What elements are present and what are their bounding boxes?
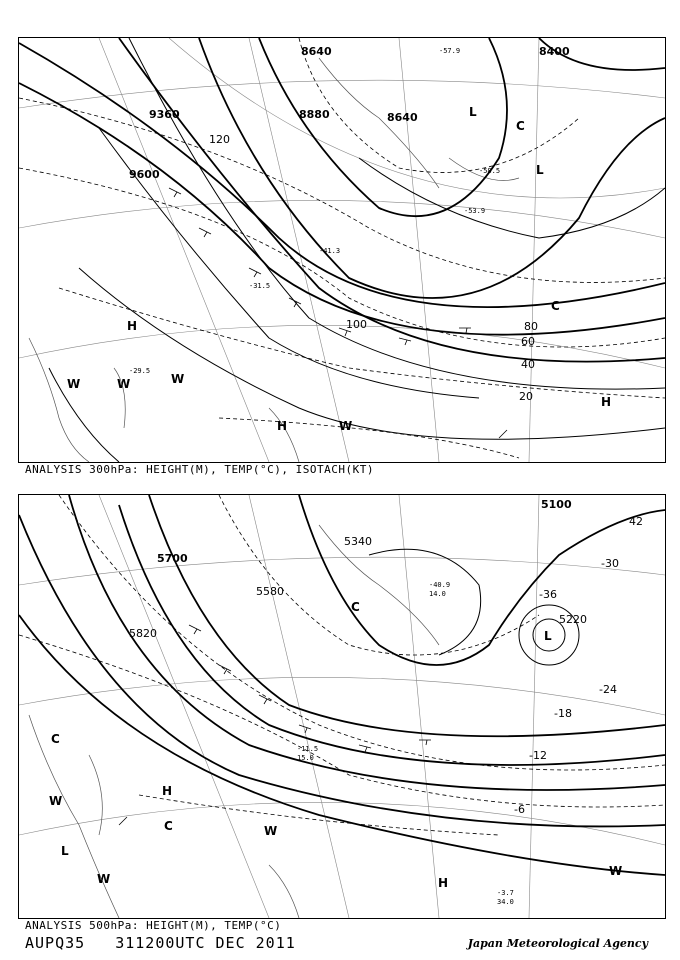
- coastlines: [29, 525, 439, 918]
- agency-name: Japan Meteorological Agency: [467, 937, 648, 950]
- wind-barbs: [169, 188, 507, 438]
- height-label-8400: 8400: [539, 45, 570, 58]
- station-temp-3: -40.9: [429, 581, 451, 589]
- isotach-label-100: 100: [346, 318, 367, 331]
- warm-center-4: W: [339, 419, 353, 433]
- warm-center-4: W: [609, 864, 623, 878]
- caption-300hpa: ANALYSIS 300hPa: HEIGHT(M), TEMP(°C), ISOTACH(KT): [25, 463, 375, 476]
- warm-center-2: W: [117, 377, 131, 391]
- map-300hpa-svg: [19, 38, 665, 462]
- height-label-5340: 5340: [344, 535, 372, 548]
- height-label-5100: 5100: [541, 498, 572, 511]
- high-center-1: H: [162, 784, 173, 798]
- cold-center-1: C: [351, 600, 360, 614]
- height-labels-300: [129, 45, 570, 181]
- station-dewpoint-2: 15.0: [297, 754, 314, 762]
- isotach-label-20: 20: [519, 390, 533, 403]
- isotach-label-60: 60: [521, 335, 535, 348]
- low-center-2: L: [61, 844, 69, 858]
- isotherm-label-42: 42: [629, 515, 643, 528]
- caption-500hpa: ANALYSIS 500hPa: HEIGHT(M), TEMP(°C): [25, 919, 282, 932]
- temp-label-5: -58.5: [479, 167, 501, 175]
- warm-center-1: W: [67, 377, 81, 391]
- high-center-1: H: [127, 319, 138, 333]
- isotherm-label-minus36: -36: [539, 588, 557, 601]
- isotherm-lines: [19, 495, 665, 835]
- chart-code: AUPQ35: [25, 934, 86, 952]
- station-values-500: [297, 581, 514, 906]
- map-panel-500hpa: [18, 494, 666, 919]
- height-label-8880: 8880: [299, 108, 330, 121]
- cold-center-2: C: [551, 299, 560, 313]
- height-contours: [19, 495, 665, 875]
- temp-label-3: -41.3: [319, 247, 341, 255]
- isotherm-label-minus6: -6: [514, 803, 525, 816]
- station-dewpoint-1: 34.0: [497, 898, 514, 906]
- height-label-5820: 5820: [129, 627, 157, 640]
- height-label-8640-a: 8640: [301, 45, 332, 58]
- cold-center-3: C: [164, 819, 173, 833]
- height-label-9360: 9360: [149, 108, 180, 121]
- height-label-5580: 5580: [256, 585, 284, 598]
- isotherm-label-minus12: -12: [529, 749, 547, 762]
- station-dewpoint-3: 14.0: [429, 590, 446, 598]
- graticule-lines: [19, 38, 665, 462]
- cold-center-2: C: [51, 732, 60, 746]
- warm-center-3: W: [171, 372, 185, 386]
- height-label-5220: 5220: [559, 613, 587, 626]
- temp-label-1: -29.5: [129, 367, 151, 375]
- station-temp-2: -11.5: [297, 745, 319, 753]
- high-center-2: H: [438, 876, 449, 890]
- low-center-1: L: [544, 629, 552, 643]
- low-center-1: L: [469, 105, 477, 119]
- high-center-3: H: [601, 395, 612, 409]
- map-panel-300hpa: [18, 37, 666, 463]
- height-label-8640-b: 8640: [387, 111, 418, 124]
- chart-identifier: [25, 934, 316, 952]
- warm-center-2: W: [97, 872, 111, 886]
- temp-label-4: -53.9: [464, 207, 486, 215]
- isotach-contours: [49, 38, 665, 462]
- low-center-2: L: [536, 163, 544, 177]
- temp-label-2: -31.5: [249, 282, 271, 290]
- height-label-5700: 5700: [157, 552, 188, 565]
- isotherm-label-minus18: -18: [554, 707, 572, 720]
- isotherm-label-minus30: -30: [601, 557, 619, 570]
- cold-center-1: C: [516, 119, 525, 133]
- isotherm-lines: [19, 38, 665, 458]
- warm-center-1: W: [49, 794, 63, 808]
- height-contours: [19, 38, 665, 362]
- high-center-2: H: [277, 419, 288, 433]
- coastlines: [29, 58, 519, 462]
- map-500hpa-svg: [19, 495, 665, 918]
- temperature-labels-500: [514, 515, 643, 816]
- pressure-systems-500: [49, 600, 622, 890]
- warm-center-3: W: [264, 824, 278, 838]
- valid-time: 311200UTC DEC 2011: [115, 934, 296, 952]
- station-temp-1: -3.7: [497, 889, 514, 897]
- isotach-label-80: 80: [524, 320, 538, 333]
- temp-label-6: -57.9: [439, 47, 461, 55]
- isotach-label-120-a: 120: [209, 133, 230, 146]
- height-label-9600: 9600: [129, 168, 160, 181]
- isotach-label-40: 40: [521, 358, 535, 371]
- isotherm-label-minus24: -24: [599, 683, 617, 696]
